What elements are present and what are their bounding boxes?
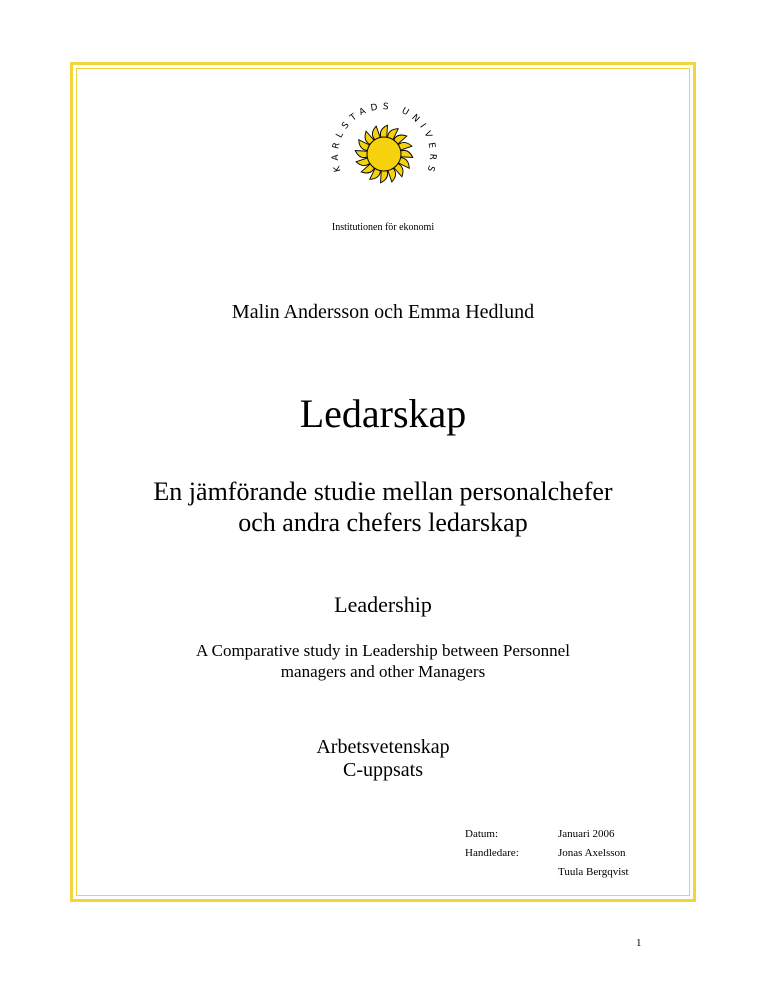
authors: Malin Andersson och Emma Hedlund <box>231 301 535 323</box>
date-label: Datum: <box>465 828 498 840</box>
english-title: Leadership <box>334 592 432 617</box>
meta-values <box>558 825 629 882</box>
svg-text:KARLSTADS UNIVERSITET: KARLSTADS UNIVERS <box>330 101 438 178</box>
sun-ray <box>355 151 368 158</box>
date-value: Januari 2006 <box>558 828 615 840</box>
thesis-level: C-uppsats <box>343 759 423 781</box>
thesis-title: Ledarskap <box>299 391 467 436</box>
subject-block <box>76 736 690 782</box>
subtitle-line: och andra chefers ledarskap <box>238 508 528 537</box>
thesis-subtitle <box>76 476 690 538</box>
english-subtitle-line: A Comparative study in Leadership between Personnel <box>196 641 570 660</box>
supervisor-name: Jonas Axelsson <box>558 847 626 859</box>
english-subtitle-line: managers and other Managers <box>280 662 486 681</box>
english-subtitle <box>76 640 690 682</box>
page-number: 1 <box>636 937 642 949</box>
subject-name: Arbetsvetenskap <box>316 736 450 758</box>
sun-ray <box>400 150 413 157</box>
sun-logo-icon <box>322 96 446 200</box>
meta-labels <box>465 825 519 863</box>
sun-ray <box>381 170 388 183</box>
supervisor-label: Handledare: <box>465 847 519 859</box>
subtitle-line: En jämförande studie mellan personalchefer <box>153 477 613 506</box>
supervisor-name: Tuula Bergqvist <box>558 866 629 878</box>
university-seal-logo <box>322 96 446 200</box>
department-name: Institutionen för ekonomi <box>331 222 435 233</box>
sun-ray <box>380 125 387 138</box>
